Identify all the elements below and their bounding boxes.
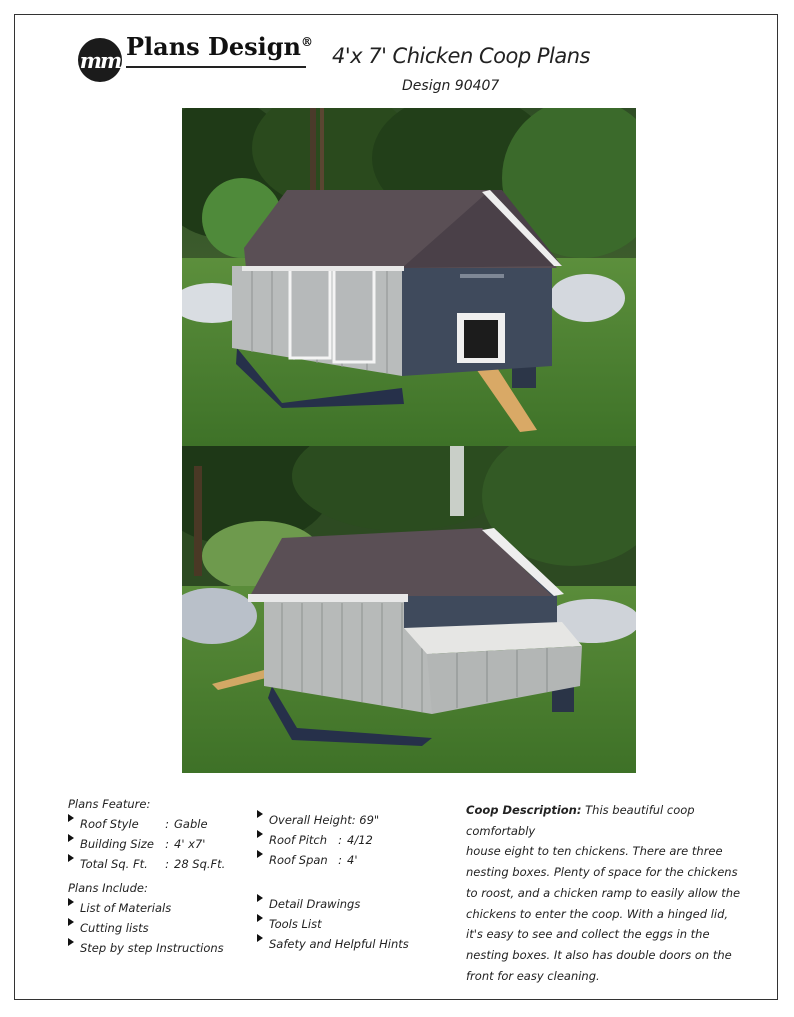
description-line-1: Coop Description: This beautiful coop comfortably	[466, 803, 695, 838]
include-tools-list: Tools List	[257, 914, 447, 934]
brand-logo: m m	[78, 38, 122, 82]
feature-building-size: Building Size : 4' x7'	[68, 834, 258, 854]
description-line-5: chickens to enter the coop. With a hinged lid,	[466, 906, 729, 921]
description-line-6: it's easy to see and collect the eggs in the	[466, 927, 710, 942]
bullet-arrow-icon	[68, 854, 74, 862]
design-number: Design 90407	[402, 78, 500, 94]
bullet-arrow-icon	[68, 938, 74, 946]
bullet-arrow-icon	[257, 850, 263, 858]
description-line-2: house eight to ten chickens. There are three	[466, 844, 723, 859]
bullet-arrow-icon	[257, 830, 263, 838]
description-line-7: nesting boxes. It also has double doors on the	[466, 947, 732, 962]
brand-underline	[126, 66, 306, 68]
brand-name: Plans Design®	[126, 32, 313, 61]
coop-side-photo	[182, 446, 636, 773]
include-safety-hints: Safety and Helpful Hints	[257, 934, 447, 954]
plans-feature-section-2	[257, 810, 447, 954]
bullet-arrow-icon	[68, 898, 74, 906]
coop-description	[466, 800, 752, 986]
include-materials: List of Materials	[68, 898, 258, 918]
plans-feature-heading: Plans Feature:	[68, 797, 151, 811]
bullet-arrow-icon	[257, 810, 263, 818]
include-instructions: Step by step Instructions	[68, 938, 258, 958]
bullet-arrow-icon	[68, 814, 74, 822]
bullet-arrow-icon	[257, 934, 263, 942]
plans-feature-section	[68, 794, 258, 958]
bullet-arrow-icon	[68, 834, 74, 842]
description-line-4: to roost, and a chicken ramp to easily allow the	[466, 885, 741, 900]
description-line-8: front for easy cleaning.	[466, 968, 600, 983]
feature-roof-style: Roof Style : Gable	[68, 814, 258, 834]
description-line-3: nesting boxes. Plenty of space for the chickens	[466, 865, 738, 880]
plans-include-heading: Plans Include:	[68, 881, 148, 895]
feature-roof-pitch: Roof Pitch : 4/12	[257, 830, 447, 850]
document-title: 4'x 7' Chicken Coop Plans	[332, 44, 590, 68]
description-label: Coop Description:	[466, 803, 582, 817]
include-cutting-lists: Cutting lists	[68, 918, 258, 938]
bullet-arrow-icon	[257, 914, 263, 922]
feature-total-sq-ft: Total Sq. Ft. : 28 Sq.Ft.	[68, 854, 258, 874]
bullet-arrow-icon	[257, 894, 263, 902]
feature-roof-span: Roof Span : 4'	[257, 850, 447, 870]
coop-front-photo	[182, 108, 636, 446]
feature-overall-height: Overall Height: 69"	[257, 810, 447, 830]
include-detail-drawings: Detail Drawings	[257, 894, 447, 914]
bullet-arrow-icon	[68, 918, 74, 926]
